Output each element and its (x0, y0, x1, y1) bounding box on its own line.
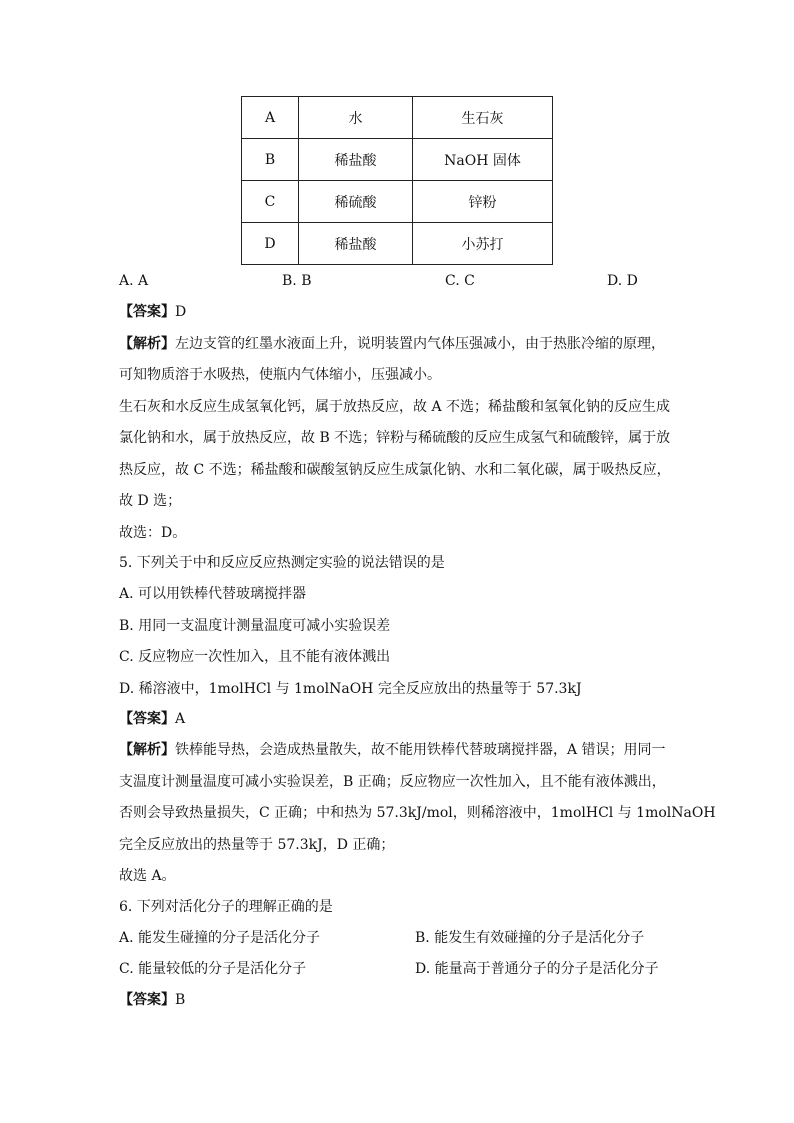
q4-analysis-line: 可知物质溶于水吸热，使瓶内气体缩小，压强减小。 (119, 367, 441, 383)
table-cell: 锌粉 (413, 181, 553, 223)
table-cell: 小苏打 (413, 223, 553, 265)
analysis-tag: 解析 (133, 336, 161, 352)
options-table (241, 96, 553, 265)
q5-option-b: B. 用同一支温度计测量温度可减小实验误差 (119, 618, 391, 634)
table-row (242, 181, 553, 223)
table-row (242, 223, 553, 265)
q4-answer: 【答案】D (119, 304, 187, 320)
q4-analysis-line: 故选：D。 (119, 525, 187, 541)
table-cell: C (242, 181, 299, 223)
q4-analysis-line: 生石灰和水反应生成氢氧化钙，属于放热反应，故 A 不选；稀盐酸和氢氧化钠的反应生成 (119, 399, 671, 415)
table-cell: NaOH 固体 (413, 139, 553, 181)
table-cell: D (242, 223, 299, 265)
table-cell: 生石灰 (413, 97, 553, 139)
q4-analysis-line: 故 D 选； (119, 493, 182, 509)
answer-tag: 答案 (133, 304, 161, 320)
q5-answer: 【答案】A (119, 711, 186, 727)
q6-option-a: A. 能发生碰撞的分子是活化分子 (119, 930, 321, 946)
table-cell: 稀盐酸 (299, 139, 413, 181)
q6-option-b: B. 能发生有效碰撞的分子是活化分子 (415, 930, 645, 946)
q5-analysis-line: 【解析】铁棒能导热，会造成热量散失，故不能用铁棒代替玻璃搅拌器，A 错误；用同一 (119, 742, 666, 758)
q4-analysis-line: 热反应，故 C 不选；稀盐酸和碳酸氢钠反应生成氯化钠、水和二氧化碳，属于吸热反应， (119, 462, 671, 478)
q5-option-c: C. 反应物应一次性加入，且不能有液体溅出 (119, 649, 391, 665)
q6-stem: 6. 下列对活化分子的理解正确的是 (119, 899, 333, 915)
q4-choice-b: B. B (282, 273, 312, 289)
q4-choice-a: A. A (119, 273, 149, 289)
q5-option-a: A. 可以用铁棒代替玻璃搅拌器 (119, 586, 307, 602)
q5-analysis-line: 支温度计测量温度可减小实验误差，B 正确；反应物应一次性加入，且不能有液体溅出， (119, 774, 666, 790)
answer-tag: 答案 (133, 711, 161, 727)
answer-value: A (175, 711, 186, 727)
q4-analysis-line: 【解析】左边支管的红墨水液面上升，说明装置内气体压强减小，由于热胀冷缩的原理， (119, 336, 665, 352)
q4-choice-d: D. D (607, 273, 638, 289)
answer-tag: 答案 (133, 992, 161, 1008)
q6-answer: 【答案】B (119, 992, 186, 1008)
table-row (242, 139, 553, 181)
q5-option-d: D. 稀溶液中，1molHCl 与 1molNaOH 完全反应放出的热量等于 57.3kJ (119, 681, 582, 697)
table-row (242, 97, 553, 139)
table-cell: 稀硫酸 (299, 181, 413, 223)
q4-choice-c: C. C (445, 273, 475, 289)
q4-analysis-line: 氯化钠和水，属于放热反应，故 B 不选；锌粉与稀硫酸的反应生成氢气和硫酸锌，属于放 (119, 430, 671, 446)
answer-value: D (175, 304, 187, 320)
q5-analysis-line: 完全反应放出的热量等于 57.3kJ，D 正确； (119, 837, 395, 853)
q6-option-d: D. 能量高于普通分子的分子是活化分子 (415, 961, 659, 977)
analysis-tag: 解析 (133, 742, 161, 758)
q5-analysis-line: 故选 A。 (119, 868, 176, 884)
table-cell: B (242, 139, 299, 181)
table-cell: 水 (299, 97, 413, 139)
q6-option-c: C. 能量较低的分子是活化分子 (119, 961, 307, 977)
table-cell: A (242, 97, 299, 139)
answer-value: B (175, 992, 186, 1008)
table-cell: 稀盐酸 (299, 223, 413, 265)
q5-analysis-line: 否则会导致热量损失，C 正确；中和热为 57.3kJ/mol，则稀溶液中，1molHCl 与 1molNaOH (119, 805, 716, 821)
q5-stem: 5. 下列关于中和反应反应热测定实验的说法错误的是 (119, 555, 445, 571)
